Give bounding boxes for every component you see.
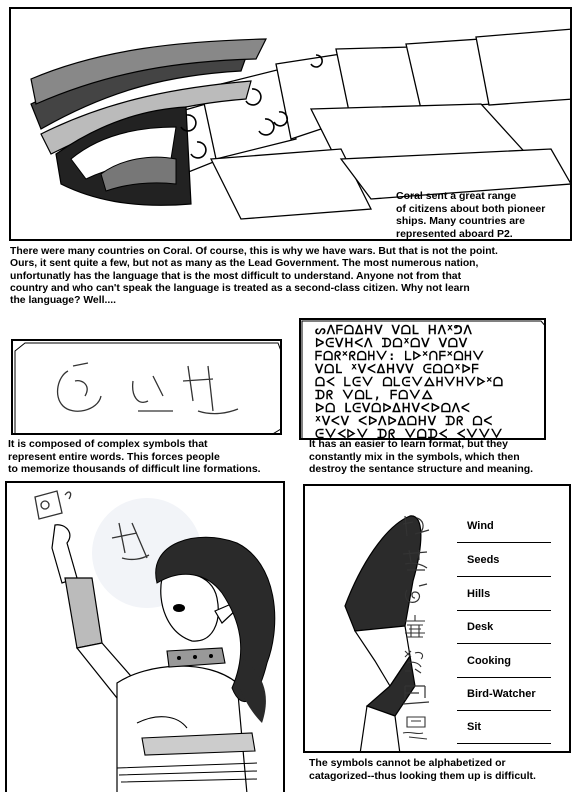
script-line-6: ᗪᖇ ᐯᗝᒪ, ᖴᗝᐯᐃ [315,388,434,402]
glossary-row-sit [395,711,551,744]
wind-symbol-icon [399,512,433,540]
ships-caption: Coral sent a great range of citizens about both pioneer ships. Many countries are represented aboard P2. [396,190,546,240]
glossary-row-hills [395,578,551,611]
glossary-row-desk [395,611,551,644]
script-line-8: ᕽᐯᐸᐯ ᐸᐅᐱᐅᐃᗝᕼᐯ ᗪᖇ ᗝᐸ [315,414,494,428]
cooking-symbol-icon [399,647,433,675]
alphabet-panel [299,318,546,440]
glossary-row-wind [395,510,551,543]
character-illustration [7,483,285,792]
bird-watcher-symbol-icon [399,680,433,708]
glossary-panel [303,484,571,753]
alphabet-caption: It has an easier to learn format, but they constantly mix in the symbols, which then destroy the sentance structure and meaning. [309,438,534,475]
script-line-2: ᐅᕮᐯᕼᐸᐱ ᗪᗝᕽᗝᐯ ᐯᗝᐯ [315,336,469,350]
hills-symbol-icon [399,580,433,608]
glossary-word: Hills [467,588,491,600]
desk-symbol-icon [399,613,433,641]
complex-symbols-caption: It is composed of complex symbols that represent entire words. This forces people to memorize thousands of difficult line formations. [8,438,261,475]
glossary-row-cooking [395,645,551,678]
glossary-word: Wind [467,520,494,532]
seeds-symbol-icon [399,546,433,574]
glossary-divider [457,576,551,577]
glossary-word: Cooking [467,655,511,667]
script-line-9: ᕮᐯᐸᐅᐯ ᗪᖇ ᐯᗝᗪᐸ ᐸᐯᐯᐯ [315,427,504,440]
script-line-3: ᖴᗝᖇᕽᖇᗝᕼᐯ: ᒪᐅᕽᑎᖴᕽᗝᕼᐯ [315,349,485,363]
character-panel [5,481,285,792]
ships-panel [9,7,572,241]
glossary-caption: The symbols cannot be alphabetized or catagorized--thus looking them up is difficult. [309,757,536,782]
script-line-1: ᔕᐱᖴᗝᐃᕼᐯ ᐯᗝᒪ ᕼᐱᕽᕤᐱ [315,323,473,337]
glossary-word: Desk [467,621,494,633]
glossary-row-bird-watcher [395,678,551,711]
glossary-divider [457,643,551,644]
glossary-word: Seeds [467,554,500,566]
complex-symbols-panel [11,339,282,435]
glossary-word: Sit [467,721,482,733]
complex-symbols-art [13,341,282,435]
script-line-5: ᗝᐸ ᒪᕮᐯ ᗝᒪᕮᐯᐃᕼᐯᕼᐯᐅᕽᗝ [315,375,505,389]
glossary-divider [457,542,551,543]
script-line-7: ᐅᗝ ᒪᕮᐯᗝᐅᐃᕼᐯᐸᐅᗝᐱᐸ [315,401,471,415]
glossary-word: Bird-Watcher [467,688,536,700]
sit-symbol-icon [399,713,433,741]
glossary-row-seeds [395,544,551,577]
glossary-divider [457,743,551,744]
script-line-4: ᐯᗝᒪ ᕽᐯᐸᐃᕼᐯᐯ ᕮᗝᗝᕽᐅᖴ [315,362,480,376]
narration-text: There were many countries on Coral. Of course, this is why we have wars. But that is not the point. Ours, it sent quite a few, but not as many as the Lead Government. The most numerous nation, unfortunatly has the language that is the most difficult to understand. Anyone not from that country and who can't speak the language is treated as a second-class citizen. Why not learn the language? Well.... [10,246,498,307]
